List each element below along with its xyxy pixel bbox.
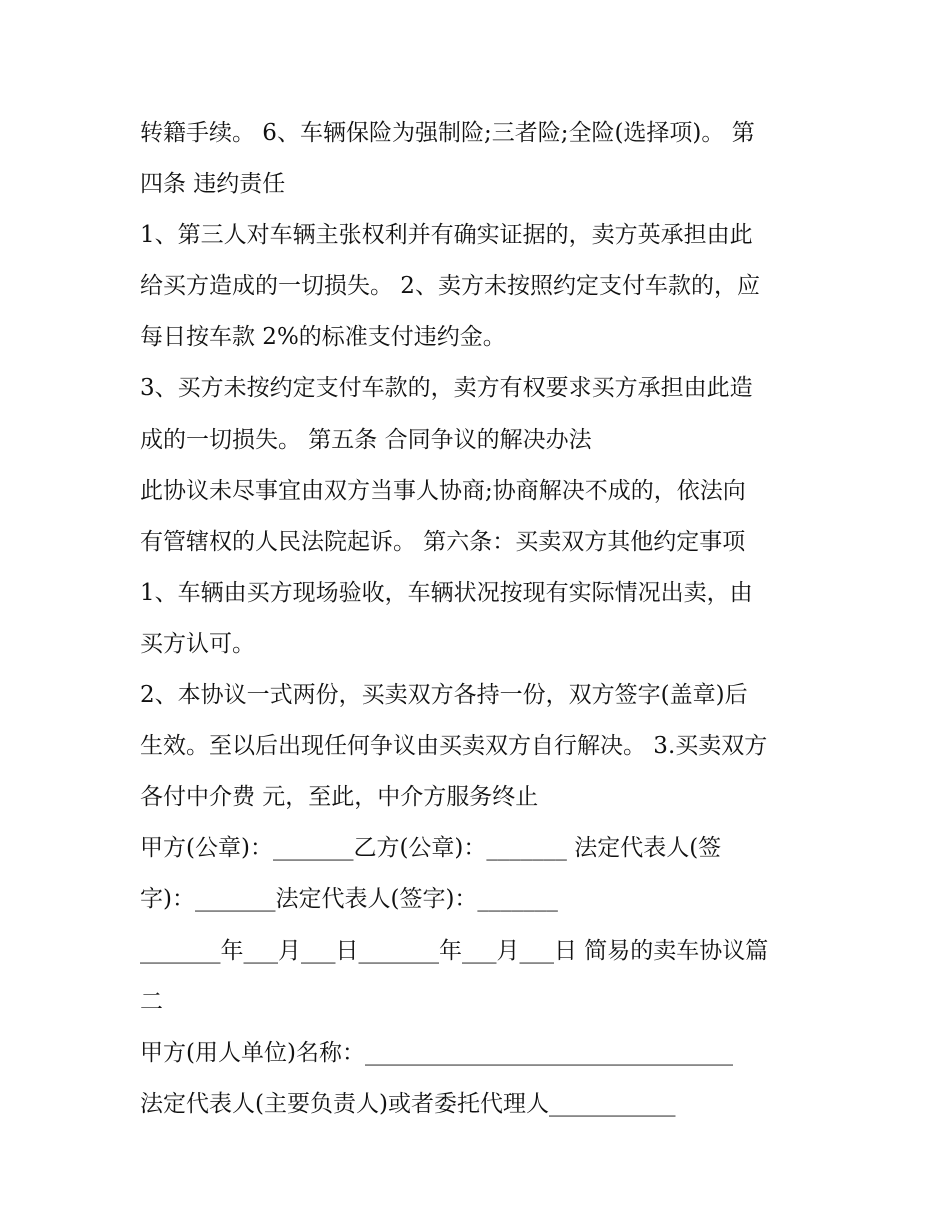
text-line: 买方认可。 xyxy=(140,630,255,657)
employer-name-line: 甲方(用人单位)名称：________________________________ xyxy=(140,1039,733,1066)
text-line: 此协议未尽事宜由双方当事人协商;协商解决不成的，依法向 xyxy=(140,477,746,504)
text-line: 有管辖权的人民法院起诉。 第六条：买卖双方其他约定事项 xyxy=(140,528,746,555)
text-line: 转籍手续。 6、车辆保险为强制险;三者险;全险(选择项)。 第 xyxy=(140,120,755,146)
contract-text xyxy=(140,108,820,1130)
signature-line: 甲方(公章)：_______乙方(公章)：_______ 法定代表人(签 xyxy=(140,835,722,862)
text-line: 生效。至以后出现任何争议由买卖双方自行解决。 3.买卖双方 xyxy=(140,733,768,760)
date-line: _______年___月___日_______年___月___日 简易的卖车协议篇 xyxy=(140,937,769,964)
text-line: 每日按车款 2%的标准支付违约金。 xyxy=(140,324,506,351)
signature-line: 字)：_______法定代表人(签字)：_______ xyxy=(140,886,558,913)
text-line: 二 xyxy=(140,988,163,1015)
text-line: 给买方造成的一切损失。 2、卖方未按照约定支付车款的，应 xyxy=(140,273,760,300)
text-line: 成的一切损失。 第五条 合同争议的解决办法 xyxy=(140,426,592,453)
text-line: 1、第三人对车辆主张权利并有确实证据的，卖方英承担由此 xyxy=(140,222,753,249)
text-line: 2、本协议一式两份，买卖双方各持一份，双方签字(盖章)后 xyxy=(140,682,748,709)
text-line: 各付中介费 元，至此，中介方服务终止 xyxy=(140,784,539,811)
text-line: 3、买方未按约定支付车款的，卖方有权要求买方承担由此造 xyxy=(140,375,753,402)
text-line: 四条 违约责任 xyxy=(140,171,286,198)
text-line: 1、车辆由买方现场验收，车辆状况按现有实际情况出卖，由 xyxy=(140,579,753,606)
representative-line: 法定代表人(主要负责人)或者委托代理人___________ xyxy=(140,1090,676,1117)
